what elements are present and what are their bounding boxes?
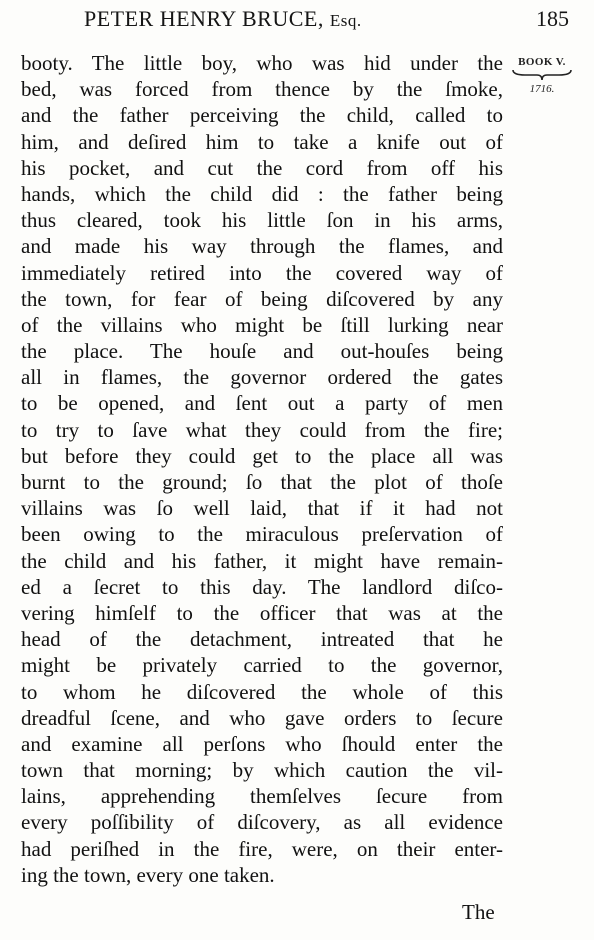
running-head-esq: Esq. <box>329 11 362 30</box>
text-line: and the father perceiving the child, called to <box>21 103 503 128</box>
text-line: and examine all perſons who ſhould enter the <box>21 731 503 756</box>
text-line: been owing to the miraculous preſervation of <box>21 522 503 547</box>
text-line: vering himſelf to the officer that was at the <box>21 600 503 625</box>
text-line: his pocket, and cut the cord from off his <box>21 155 503 180</box>
text-line: burnt to the ground; ſo that the plot of thoſe <box>21 470 503 494</box>
text-line: of the villains who might be ſtill lurking near <box>21 312 503 337</box>
text-line: immediately retired into the covered way of <box>21 260 503 285</box>
text-line: ed a ſecret to this day. The landlord diſco- <box>21 574 503 599</box>
margin-note-book: BOOK V. <box>518 56 566 68</box>
text-line: thus cleared, took his little ſon in his arms, <box>21 208 503 233</box>
text-line: town that morning; by which caution the vil- <box>21 758 503 783</box>
text-line: lains, apprehending themſelves ſecure from <box>21 784 503 809</box>
text-line: bed, was forced from thence by the ſmoke, <box>21 77 503 102</box>
text-line: to be opened, and ſent out a party of men <box>21 391 503 416</box>
text-line: ing the town, every one taken. <box>21 862 275 887</box>
text-line: all in flames, the governor ordered the gates <box>21 365 503 390</box>
text-line: the town, for fear of being diſcovered by any <box>21 286 503 311</box>
text-line: to whom he diſcovered the whole of this <box>21 679 503 704</box>
text-line: every poſſibility of diſcovery, as all evidence <box>21 810 503 835</box>
text-line: to try to ſave what they could from the fire; <box>21 417 503 442</box>
margin-note-year: 1716. <box>529 83 555 95</box>
text-line: head of the detachment, intreated that he <box>21 627 503 652</box>
text-line: hands, which the child did : the father being <box>21 181 503 206</box>
text-line: the child and his father, it might have remain- <box>21 548 503 573</box>
margin-note <box>507 56 577 95</box>
text-line: had periſhed in the fire, were, on their enter- <box>21 836 503 861</box>
text-line: villains was ſo well laid, that if it had not <box>21 496 503 521</box>
text-line: but before they could get to the place all was <box>21 443 503 468</box>
running-head <box>84 6 362 32</box>
text-line: the place. The houſe and out-houſes being <box>21 339 503 364</box>
body-text <box>21 50 503 888</box>
curly-brace-icon <box>511 68 573 82</box>
text-line: and made his way through the flames, and <box>21 234 503 259</box>
page-number: 185 <box>536 6 569 31</box>
text-line: might be privately carried to the governor, <box>21 653 503 678</box>
catchword: The <box>462 900 495 924</box>
text-line: dreadful ſcene, and who gave orders to ſecure <box>21 705 503 730</box>
text-line: him, and deſired him to take a knife out of <box>21 129 503 154</box>
text-line: booty. The little boy, who was hid under the <box>21 51 503 75</box>
running-head-title: PETER HENRY BRUCE, <box>84 6 324 31</box>
